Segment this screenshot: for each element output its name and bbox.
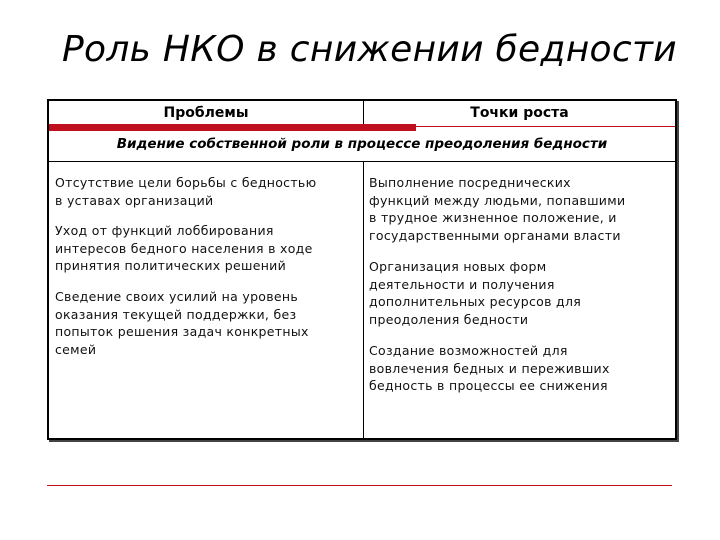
problem-item-1: Отсутствие цели борьбы с бедностью в уставах организаций [55,175,317,208]
table-subheader: Видение собственной роли в процессе преодоления бедности [49,131,675,162]
growth-point-item-3: Создание возможностей для вовлечения бедных и переживших бедность в процессы ее снижения [369,343,610,393]
column-divider [363,162,364,438]
growth-point-item-1: Выполнение посреднических функций между людьми, попавшими в трудное жизненное положение, и государственными органами власти [369,175,626,243]
comparison-table [47,99,677,440]
problem-item-2: Уход от функций лоббирования интересов бедного населения в ходе принятия политических решений [55,223,313,273]
problem-item-3: Сведение своих усилий на уровень оказания текущей поддержки, без попыток решения задач конкретных семей [55,289,309,357]
footer-divider [47,485,672,486]
accent-bar [49,124,416,131]
growth-point-item-2: Организация новых форм деятельности и получения дополнительных ресурсов для преодоления бедности [369,259,582,327]
header-growth-points: Точки роста [470,105,569,121]
slide-title: Роль НКО в снижении бедности [62,29,677,70]
header-problems: Проблемы [49,101,364,125]
accent-line [416,126,675,127]
